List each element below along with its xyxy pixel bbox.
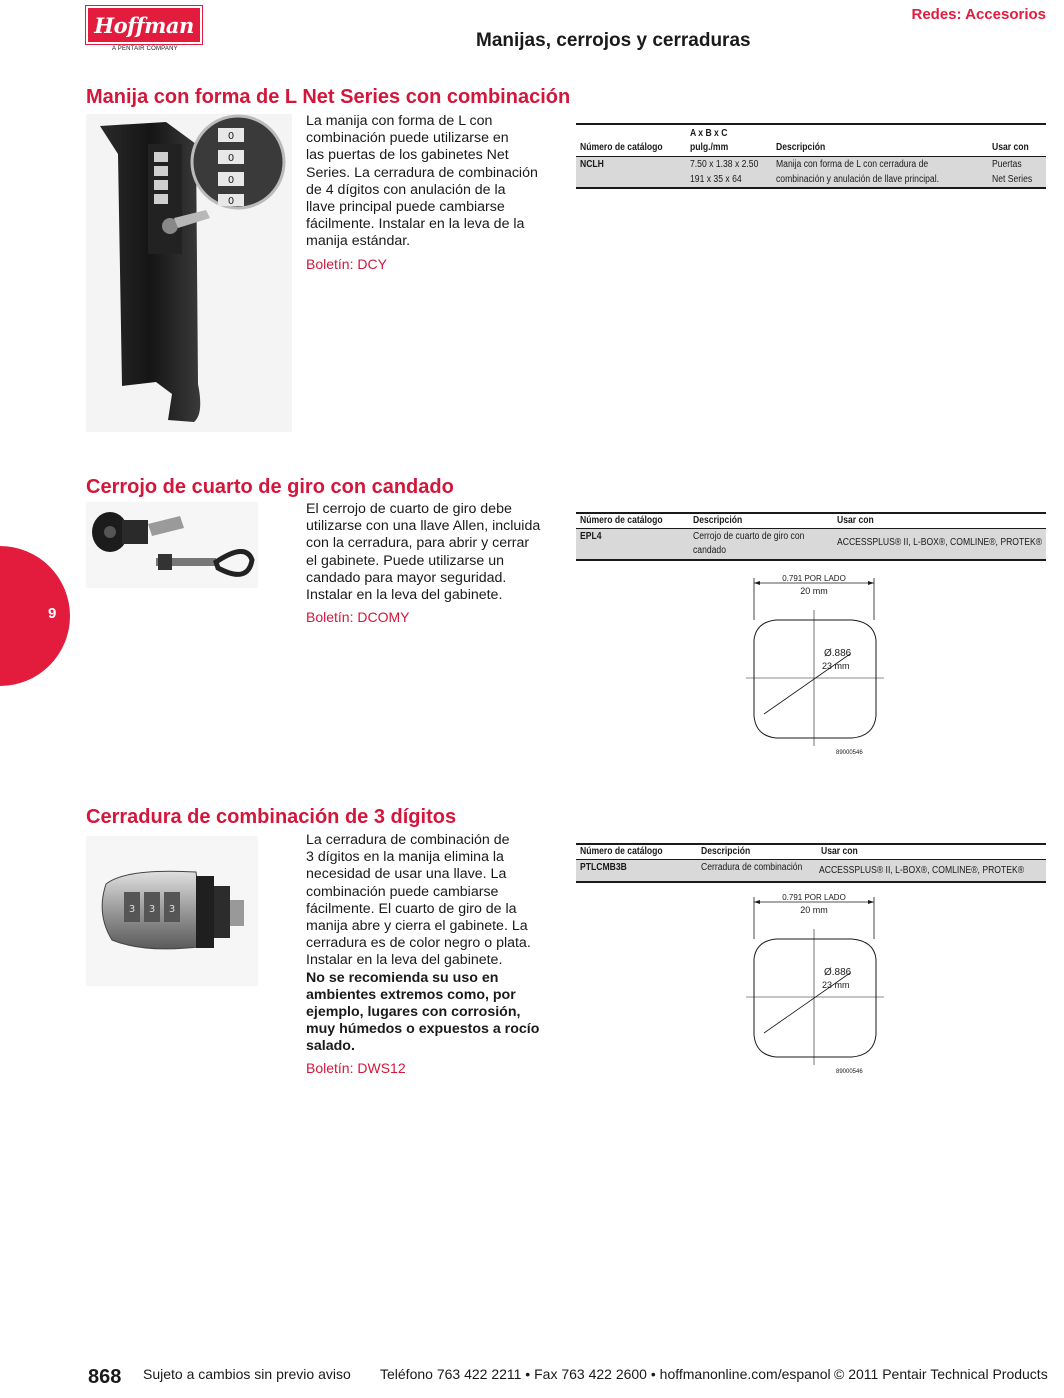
text-line: Series. La cerradura de combinación — [306, 164, 538, 181]
cell-description: combinación y anulación de llave principal. — [776, 174, 940, 185]
chapter-tab — [0, 546, 70, 686]
text-line: 3 dígitos en la manija elimina la — [306, 849, 504, 866]
drawing-ref: 89000546 — [836, 1069, 863, 1075]
warning-line: ejemplo, lugares con corrosión, — [306, 1004, 521, 1021]
width-label: 0.791 POR LADO — [782, 893, 846, 902]
diameter-label: Ø.886 — [824, 967, 852, 978]
cell-use-with: ACCESSPLUS® II, L-BOX®, COMLINE®, PROTEK® — [837, 537, 1043, 548]
cell-use-with: ACCESSPLUS® II, L-BOX®, COMLINE®, PROTEK® — [819, 865, 1025, 876]
warning-line: muy húmedos o expuestos a rocío — [306, 1021, 540, 1038]
svg-text:3: 3 — [148, 904, 156, 915]
product-title: Cerradura de combinación de 3 dígitos — [86, 806, 457, 828]
col-catalog: Número de catálogo — [580, 515, 663, 526]
warning-line: salado. — [306, 1038, 355, 1055]
cutout-drawing — [740, 570, 890, 760]
text-line: El cerrojo de cuarto de giro debe — [306, 501, 512, 517]
footer-notice: Sujeto a cambios sin previo aviso — [143, 1366, 351, 1382]
product-description — [306, 113, 562, 251]
text-line: fácilmente. Instalar en la leva de la — [306, 216, 525, 233]
cell-use-with: Net Series — [992, 174, 1033, 185]
text-line: el gabinete. Puede utilizarse un — [306, 552, 504, 569]
hoffman-logo — [86, 6, 202, 44]
diameter-label: Ø.886 — [824, 648, 852, 659]
table-header — [576, 125, 1046, 157]
cell-dims-mm: 191 x 35 x 64 — [690, 174, 742, 185]
table-header — [576, 514, 1046, 529]
table-row — [576, 860, 1046, 881]
bulletin-link[interactable]: Boletín: DCY — [306, 256, 387, 272]
col-description: Descripción — [701, 846, 751, 857]
col-description: Descripción — [693, 515, 743, 526]
text-line: manija estándar. — [306, 233, 411, 250]
combination-lock-photo — [86, 836, 258, 986]
page-title: Manijas, cerrojos y cerraduras — [476, 30, 751, 51]
cell-catalog: PTLCMB3B — [580, 862, 627, 873]
text-line: fácilmente. El cuarto de giro de la — [306, 900, 517, 917]
cell-use-with: Puertas — [992, 159, 1022, 170]
logo-subtitle: A PENTAIR COMPANY — [112, 46, 178, 52]
svg-text:0: 0 — [227, 196, 235, 207]
text-line: candado para mayor seguridad. — [306, 569, 507, 586]
warning-line: ambientes extremos como, por — [306, 986, 516, 1003]
text-line: La manija con forma de L con — [306, 113, 493, 129]
cell-dims-in: 7.50 x 1.38 x 2.50 — [690, 159, 759, 170]
svg-text:3: 3 — [168, 904, 176, 915]
l-handle-photo — [86, 114, 292, 432]
text-line: utilizarse con una llave Allen, incluida — [306, 518, 541, 535]
text-line: combinación puede utilizarse en — [306, 130, 509, 147]
catalog-table — [576, 843, 1046, 883]
catalog-table — [576, 512, 1046, 561]
width-label: 0.791 POR LADO — [782, 574, 846, 583]
text-line: La cerradura de combinación de — [306, 832, 510, 848]
svg-text:0: 0 — [227, 175, 235, 186]
cutout-drawing — [740, 889, 890, 1079]
text-line: de 4 dígitos con anulación de la — [306, 181, 506, 198]
footer-copyright: © 2011 Pentair Technical Products — [834, 1366, 1048, 1382]
col-use-with: Usar con — [837, 515, 874, 526]
section-label: Redes: Accesorios — [911, 6, 1046, 23]
bulletin-link[interactable]: Boletín: DCOMY — [306, 609, 410, 625]
cell-catalog: EPL4 — [580, 531, 602, 542]
table-row — [576, 157, 1046, 187]
col-use-with: Usar con — [821, 846, 858, 857]
chapter-number: 9 — [48, 605, 57, 622]
text-line: cerradura es de color negro o plata. — [306, 935, 531, 952]
text-line: necesidad de usar una llave. La — [306, 866, 507, 883]
cell-description: Manija con forma de L con cerradura de — [776, 159, 929, 170]
quarter-turn-latch-photo — [86, 502, 258, 588]
drawing-ref: 89000546 — [836, 750, 863, 756]
table-row — [576, 529, 1046, 559]
text-line: llave principal puede cambiarse — [306, 199, 505, 216]
svg-text:3: 3 — [128, 904, 136, 915]
svg-text:0: 0 — [227, 131, 235, 142]
text-line: combinación puede cambiarse — [306, 883, 499, 900]
width-mm-label: 20 mm — [800, 905, 828, 915]
diameter-mm-label: 23 mm — [822, 661, 850, 671]
col-catalog: Número de catálogo — [580, 846, 663, 857]
col-dims: A x B x C — [690, 128, 728, 139]
text-line: Instalar en la leva del gabinete. — [306, 587, 503, 604]
table-header — [576, 845, 1046, 860]
col-catalog: Número de catálogo — [580, 142, 663, 153]
product-description — [306, 501, 562, 604]
product-description — [306, 832, 562, 1056]
footer-contact[interactable]: Teléfono 763 422 2211 • Fax 763 422 2600 • hoffmanonline.com/espanol — [380, 1366, 831, 1382]
page-number: 868 — [88, 1366, 122, 1388]
cell-description: Cerradura de combinación — [701, 862, 803, 873]
product-title: Manija con forma de L Net Series con combinación — [86, 86, 571, 108]
width-mm-label: 20 mm — [800, 586, 828, 596]
warning-line: No se recomienda su uso en — [306, 969, 499, 986]
cell-catalog: NCLH — [580, 159, 604, 170]
text-line: con la cerradura, para abrir y cerrar — [306, 535, 530, 552]
col-dims-units: pulg./mm — [690, 142, 729, 153]
cell-description: Cerrojo de cuarto de giro con — [693, 531, 805, 542]
svg-text:0: 0 — [227, 153, 235, 164]
product-title: Cerrojo de cuarto de giro con candado — [86, 476, 454, 498]
col-use-with: Usar con — [992, 142, 1029, 153]
col-description: Descripción — [776, 142, 826, 153]
cell-description: candado — [693, 545, 727, 556]
text-line: manija abre y cierra el gabinete. La — [306, 918, 528, 935]
text-line: Instalar en la leva del gabinete. — [306, 952, 503, 969]
diameter-mm-label: 23 mm — [822, 980, 850, 990]
catalog-table — [576, 123, 1046, 189]
text-line: las puertas de los gabinetes Net — [306, 147, 509, 164]
logo-text: Hoffman — [94, 12, 194, 38]
bulletin-link[interactable]: Boletín: DWS12 — [306, 1060, 406, 1076]
